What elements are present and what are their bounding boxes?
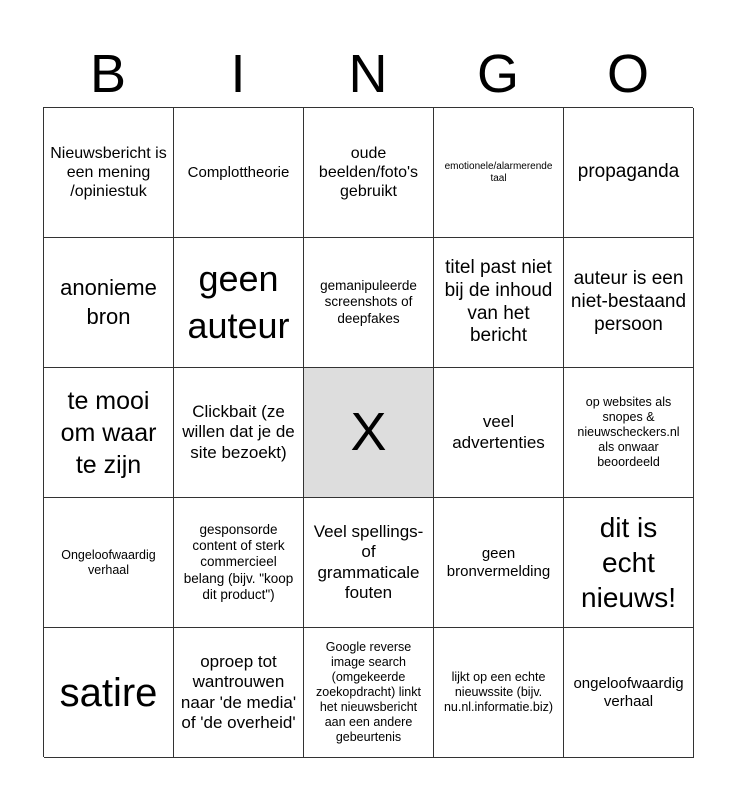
bingo-cell[interactable]: geen auteur [174, 238, 304, 368]
bingo-cell[interactable]: Clickbait (ze willen dat je de site bezoekt) [174, 368, 304, 498]
bingo-cell[interactable]: gesponsorde content of sterk commercieel belang (bijv. "koop dit product") [174, 498, 304, 628]
bingo-cell[interactable]: Complottheorie [174, 108, 304, 238]
bingo-cell[interactable]: titel past niet bij de inhoud van het bericht [434, 238, 564, 368]
header-letter-i: I [230, 44, 246, 104]
bingo-cell[interactable]: oproep tot wantrouwen naar 'de media' of 'de overheid' [174, 628, 304, 758]
bingo-cell[interactable]: ongeloofwaardig verhaal [564, 628, 694, 758]
bingo-cell[interactable]: Nieuwsbericht is een mening /opiniestuk [44, 108, 174, 238]
bingo-header [43, 40, 693, 108]
bingo-cell[interactable]: anonieme bron [44, 238, 174, 368]
bingo-cell[interactable]: propaganda [564, 108, 694, 238]
bingo-cell[interactable]: Veel spellings- of grammaticale fouten [304, 498, 434, 628]
bingo-cell[interactable]: emotionele/alarmerende taal [434, 108, 564, 238]
bingo-board [43, 107, 693, 757]
bingo-cell[interactable]: oude beelden/foto's gebruikt [304, 108, 434, 238]
bingo-cell[interactable]: geen bronvermelding [434, 498, 564, 628]
bingo-cell[interactable]: dit is echt nieuws! [564, 498, 694, 628]
bingo-cell[interactable]: veel advertenties [434, 368, 564, 498]
header-letter-g: G [476, 44, 519, 104]
free-space-cell[interactable]: X [304, 368, 434, 498]
bingo-cell[interactable]: te mooi om waar te zijn [44, 368, 174, 498]
bingo-cell[interactable]: op websites als snopes & nieuwscheckers.nl als onwaar beoordeeld [564, 368, 694, 498]
bingo-cell[interactable]: lijkt op een echte nieuwssite (bijv. nu.nl.informatie.biz) [434, 628, 564, 758]
header-letter-n: N [348, 44, 388, 104]
bingo-cell[interactable]: auteur is een niet-bestaand persoon [564, 238, 694, 368]
bingo-cell[interactable]: Ongeloofwaardig verhaal [44, 498, 174, 628]
bingo-cell[interactable]: Google reverse image search (omgekeerde zoekopdracht) linkt het nieuwsbericht aan een andere gebeurtenis [304, 628, 434, 758]
bingo-cell[interactable]: gemanipuleerde screenshots of deepfakes [304, 238, 434, 368]
bingo-cell[interactable]: satire [44, 628, 174, 758]
header-letter-b: B [89, 44, 127, 104]
header-letter-o: O [606, 44, 649, 104]
